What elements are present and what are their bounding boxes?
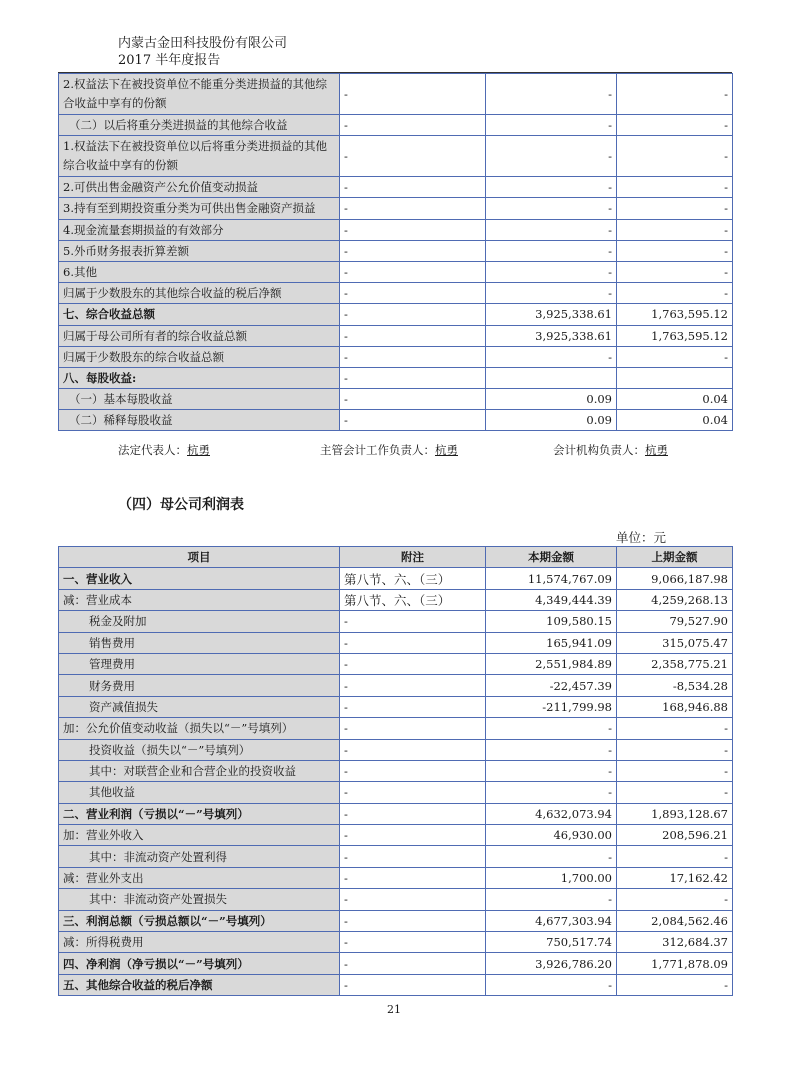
- cell-previous: 9,066,187.98: [617, 568, 733, 589]
- cell-current: 1,700.00: [486, 867, 617, 888]
- cell-note: -: [340, 240, 486, 261]
- cell-note: -: [340, 696, 486, 717]
- cell-note: -: [340, 115, 486, 136]
- cell-item: 加：营业外收入: [59, 825, 340, 846]
- table-row: [59, 367, 733, 388]
- cell-current: -: [486, 198, 617, 219]
- cell-note: -: [340, 760, 486, 781]
- cell-note: -: [340, 74, 486, 115]
- cell-item: 归属于母公司所有者的综合收益总额: [59, 325, 340, 346]
- table-row: [59, 889, 733, 910]
- cell-previous: 17,162.42: [617, 867, 733, 888]
- header-item: 项目: [59, 547, 340, 568]
- cell-item: 2.可供出售金融资产公允价值变动损益: [59, 177, 340, 198]
- cell-item: 其中：非流动资产处置利得: [59, 846, 340, 867]
- cell-note: -: [340, 177, 486, 198]
- cell-item: 其中：非流动资产处置损失: [59, 889, 340, 910]
- table-row: [59, 846, 733, 867]
- cell-note: -: [340, 325, 486, 346]
- table-row: [59, 867, 733, 888]
- table-row: [59, 910, 733, 931]
- cell-previous: -: [617, 283, 733, 304]
- report-title: 2017 半年度报告: [118, 53, 221, 68]
- accounting-head-name: 杭勇: [435, 443, 458, 457]
- table-row: [59, 389, 733, 410]
- cell-item: 二、营业利润（亏损以“－”号填列）: [59, 803, 340, 824]
- cell-previous: 1,763,595.12: [617, 304, 733, 325]
- cell-item: 2.权益法下在被投资单位不能重分类进损益的其他综合收益中享有的份额: [59, 74, 340, 115]
- legal-rep-label: 法定代表人：: [118, 443, 187, 457]
- cell-note: 第八节、六、（三）: [340, 568, 486, 589]
- header-note: 附注: [340, 547, 486, 568]
- cell-note: -: [340, 653, 486, 674]
- cell-note: -: [340, 675, 486, 696]
- cell-previous: 208,596.21: [617, 825, 733, 846]
- table-row: [59, 782, 733, 803]
- table-row: [59, 696, 733, 717]
- cell-previous: -: [617, 889, 733, 910]
- table-row: [59, 568, 733, 589]
- cell-note: -: [340, 611, 486, 632]
- cell-previous: 168,946.88: [617, 696, 733, 717]
- cell-item: 销售费用: [59, 632, 340, 653]
- table-row: [59, 825, 733, 846]
- parent-income-statement-table: [58, 546, 733, 996]
- cell-item: 一、营业收入: [59, 568, 340, 589]
- cell-note: -: [340, 739, 486, 760]
- header-current: 本期金额: [486, 547, 617, 568]
- cell-current: -: [486, 974, 617, 995]
- company-name: 内蒙古金田科技股份有限公司: [118, 36, 288, 51]
- cell-item: 四、净利润（净亏损以“－”号填列）: [59, 953, 340, 974]
- cell-note: -: [340, 953, 486, 974]
- cell-previous: -: [617, 346, 733, 367]
- table-header-row: [59, 547, 733, 568]
- table2-body: [59, 568, 733, 996]
- cell-note: -: [340, 136, 486, 177]
- cell-previous: -: [617, 74, 733, 115]
- cell-current: 0.09: [486, 410, 617, 431]
- table-row: [59, 136, 733, 177]
- cell-note: -: [340, 261, 486, 282]
- cell-previous: -: [617, 974, 733, 995]
- cell-note: -: [340, 974, 486, 995]
- cell-item: 减：营业外支出: [59, 867, 340, 888]
- cell-note: -: [340, 198, 486, 219]
- cell-current: -: [486, 889, 617, 910]
- page-number: 21: [387, 1003, 401, 1016]
- cell-item: 3.持有至到期投资重分类为可供出售金融资产损益: [59, 198, 340, 219]
- table-row: [59, 74, 733, 115]
- cell-current: 3,925,338.61: [486, 304, 617, 325]
- signature-legal: [118, 442, 210, 458]
- cell-item: 4.现金流量套期损益的有效部分: [59, 219, 340, 240]
- cell-current: -: [486, 283, 617, 304]
- cell-current: -: [486, 115, 617, 136]
- cell-current: 4,349,444.39: [486, 589, 617, 610]
- cell-item: 七、综合收益总额: [59, 304, 340, 325]
- cell-current: -: [486, 346, 617, 367]
- cell-current: -: [486, 219, 617, 240]
- cell-current: -: [486, 177, 617, 198]
- cell-current: -: [486, 846, 617, 867]
- table-row: [59, 219, 733, 240]
- table-row: [59, 611, 733, 632]
- cell-current: -: [486, 760, 617, 781]
- table-row: [59, 261, 733, 282]
- cell-current: 3,926,786.20: [486, 953, 617, 974]
- cell-note: -: [340, 846, 486, 867]
- cell-previous: -: [617, 177, 733, 198]
- table-row: [59, 953, 733, 974]
- cell-note: -: [340, 718, 486, 739]
- cell-current: 750,517.74: [486, 932, 617, 953]
- cell-item: 其中：对联营企业和合营企业的投资收益: [59, 760, 340, 781]
- cell-note: -: [340, 782, 486, 803]
- cell-note: -: [340, 219, 486, 240]
- cell-previous: [617, 367, 733, 388]
- cell-previous: -: [617, 136, 733, 177]
- cell-previous: 2,084,562.46: [617, 910, 733, 931]
- cell-current: -: [486, 739, 617, 760]
- table-row: [59, 177, 733, 198]
- cell-current: -: [486, 782, 617, 803]
- cell-item: 1.权益法下在被投资单位以后将重分类进损益的其他综合收益中享有的份额: [59, 136, 340, 177]
- cell-item: 投资收益（损失以“－”号填列）: [59, 739, 340, 760]
- cell-note: -: [340, 304, 486, 325]
- table-row: [59, 240, 733, 261]
- cell-current: -: [486, 718, 617, 739]
- cell-item: 八、每股收益:: [59, 367, 340, 388]
- header-previous: 上期金额: [617, 547, 733, 568]
- cell-item: 5.外币财务报表折算差额: [59, 240, 340, 261]
- cell-item: 其他收益: [59, 782, 340, 803]
- cell-previous: -: [617, 739, 733, 760]
- cell-previous: 1,763,595.12: [617, 325, 733, 346]
- dept-head-label: 会计机构负责人：: [553, 443, 645, 457]
- income-statement-continued-table: [58, 73, 733, 431]
- cell-current: -22,457.39: [486, 675, 617, 696]
- cell-previous: 315,075.47: [617, 632, 733, 653]
- section-title: （四）母公司利润表: [118, 497, 244, 513]
- cell-previous: -: [617, 718, 733, 739]
- cell-previous: -: [617, 760, 733, 781]
- cell-item: （二）稀释每股收益: [59, 410, 340, 431]
- cell-note: -: [340, 346, 486, 367]
- cell-current: 165,941.09: [486, 632, 617, 653]
- cell-current: 4,632,073.94: [486, 803, 617, 824]
- table-row: [59, 760, 733, 781]
- cell-item: 三、利润总额（亏损总额以“－”号填列）: [59, 910, 340, 931]
- cell-previous: 79,527.90: [617, 611, 733, 632]
- table-row: [59, 653, 733, 674]
- cell-item: （二）以后将重分类进损益的其他综合收益: [59, 115, 340, 136]
- cell-note: 第八节、六、（三）: [340, 589, 486, 610]
- table-row: [59, 283, 733, 304]
- table-row: [59, 974, 733, 995]
- legal-rep-name: 杭勇: [187, 443, 210, 457]
- cell-note: -: [340, 410, 486, 431]
- cell-current: -: [486, 240, 617, 261]
- accounting-head-label: 主管会计工作负责人：: [320, 443, 435, 457]
- cell-item: 五、其他综合收益的税后净额: [59, 974, 340, 995]
- cell-previous: -: [617, 219, 733, 240]
- cell-note: -: [340, 803, 486, 824]
- table-row: [59, 718, 733, 739]
- cell-previous: -: [617, 782, 733, 803]
- table-row: [59, 675, 733, 696]
- cell-current: 3,925,338.61: [486, 325, 617, 346]
- cell-previous: 4,259,268.13: [617, 589, 733, 610]
- table-row: [59, 589, 733, 610]
- cell-note: -: [340, 932, 486, 953]
- cell-item: 减：所得税费用: [59, 932, 340, 953]
- table-row: [59, 198, 733, 219]
- cell-item: 归属于少数股东的其他综合收益的税后净额: [59, 283, 340, 304]
- cell-previous: -: [617, 198, 733, 219]
- cell-previous: 0.04: [617, 389, 733, 410]
- signature-dept: [553, 442, 668, 458]
- cell-previous: -: [617, 261, 733, 282]
- cell-note: -: [340, 367, 486, 388]
- cell-current: 11,574,767.09: [486, 568, 617, 589]
- unit-label: 单位：元: [616, 530, 667, 545]
- table-row: [59, 410, 733, 431]
- signature-accounting: [320, 442, 458, 458]
- cell-item: 归属于少数股东的综合收益总额: [59, 346, 340, 367]
- cell-previous: -8,534.28: [617, 675, 733, 696]
- cell-current: -211,799.98: [486, 696, 617, 717]
- cell-current: 109,580.15: [486, 611, 617, 632]
- cell-current: -: [486, 136, 617, 177]
- table-row: [59, 932, 733, 953]
- cell-previous: -: [617, 240, 733, 261]
- cell-current: 0.09: [486, 389, 617, 410]
- table-row: [59, 346, 733, 367]
- cell-item: 财务费用: [59, 675, 340, 696]
- cell-previous: 0.04: [617, 410, 733, 431]
- cell-note: -: [340, 910, 486, 931]
- cell-previous: 1,771,878.09: [617, 953, 733, 974]
- cell-item: （一）基本每股收益: [59, 389, 340, 410]
- cell-current: -: [486, 261, 617, 282]
- cell-item: 管理费用: [59, 653, 340, 674]
- cell-current: 4,677,303.94: [486, 910, 617, 931]
- cell-previous: -: [617, 846, 733, 867]
- table-row: [59, 115, 733, 136]
- cell-item: 减：营业成本: [59, 589, 340, 610]
- cell-note: -: [340, 889, 486, 910]
- table-row: [59, 632, 733, 653]
- table-row: [59, 739, 733, 760]
- cell-item: 加：公允价值变动收益（损失以“－”号填列）: [59, 718, 340, 739]
- cell-note: -: [340, 389, 486, 410]
- cell-previous: 1,893,128.67: [617, 803, 733, 824]
- cell-previous: -: [617, 115, 733, 136]
- cell-note: -: [340, 283, 486, 304]
- cell-current: 2,551,984.89: [486, 653, 617, 674]
- cell-item: 资产减值损失: [59, 696, 340, 717]
- cell-previous: 2,358,775.21: [617, 653, 733, 674]
- table-row: [59, 304, 733, 325]
- cell-current: 46,930.00: [486, 825, 617, 846]
- cell-item: 税金及附加: [59, 611, 340, 632]
- cell-note: -: [340, 867, 486, 888]
- table1-body: [59, 74, 733, 431]
- table-row: [59, 803, 733, 824]
- cell-note: -: [340, 632, 486, 653]
- cell-note: -: [340, 825, 486, 846]
- cell-previous: 312,684.37: [617, 932, 733, 953]
- dept-head-name: 杭勇: [645, 443, 668, 457]
- table-row: [59, 325, 733, 346]
- cell-item: 6.其他: [59, 261, 340, 282]
- cell-current: [486, 367, 617, 388]
- cell-current: -: [486, 74, 617, 115]
